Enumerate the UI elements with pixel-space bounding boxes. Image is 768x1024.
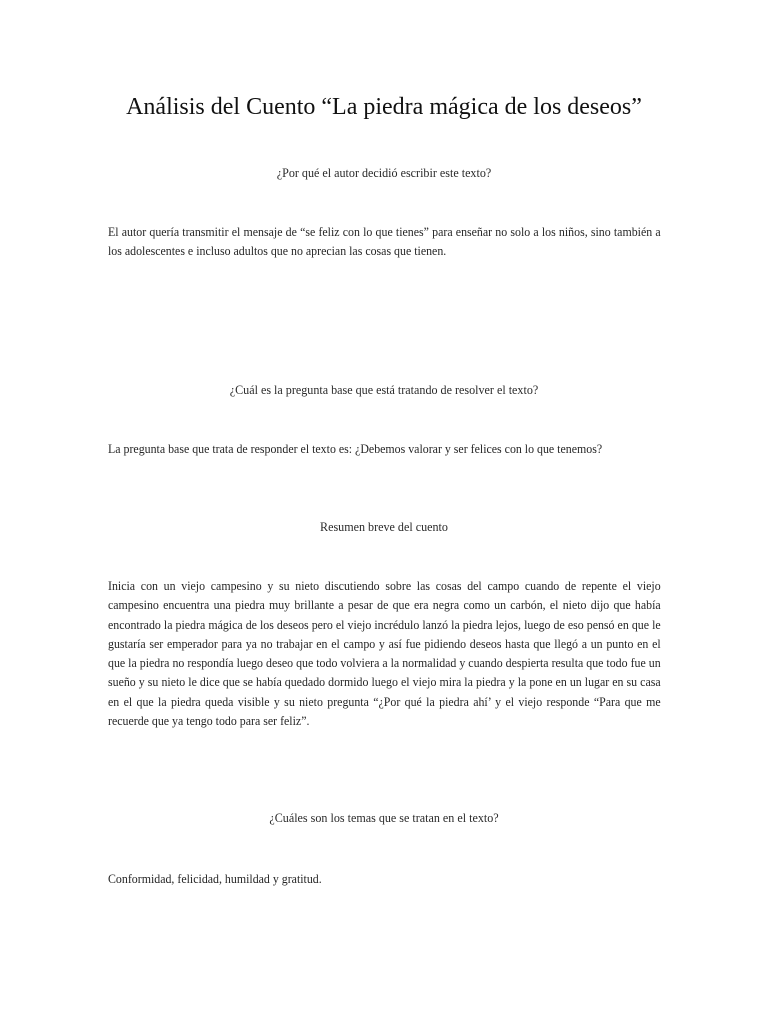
- question-author-purpose: ¿Por qué el autor decidió escribir este texto?: [276, 165, 492, 180]
- answer-themes: Conformidad, felicidad, humildad y gratitud.: [108, 871, 322, 886]
- answer-base-question: La pregunta base que trata de responder el texto es: ¿Debemos valorar y ser felices con lo que tenemos?: [108, 441, 603, 456]
- question-base-question: ¿Cuál es la pregunta base que está tratando de resolver el texto?: [229, 382, 539, 397]
- document-title: Análisis del Cuento “La piedra mágica de los deseos”: [126, 94, 642, 120]
- summary-paragraph: Inicia con un viejo campesino y su nieto discutiendo sobre las cosas del campo cuando de repente el viejo campesino encuentra una piedra muy brillante a pesar de que era negra como un carbón, el nieto dijo que había encontrado la piedra mágica de los deseos pero el viejo incrédulo lanzó la piedra lejos, luego de eso pensó en que le gustaría ser emperador para ya no trabajar en el campo y así fue pidiendo deseos hasta que llegó a un punto en el que la piedra no respondía luego deseo que todo volviera a la normalidad y cuando despierta resulta que todo fue un sueño y su nieto le dice que se había quedado dormido luego el viejo mira la piedra y la pone en un lugar en su casa en el que la piedra queda visible y su nieto pregunta “¿Por qué la piedra ahí’ y el viejo responde “Para que me recuerde que ya tengo todo para ser feliz”.: [108, 578, 661, 729]
- summary-heading: Resumen breve del cuento: [320, 519, 448, 534]
- answer-author-purpose: El autor quería transmitir el mensaje de “se feliz con lo que tienes” para enseñar no solo a los niños, sino también a los adolescentes e incluso adultos que no aprecian las cosas que tienen.: [108, 224, 661, 259]
- question-themes: ¿Cuáles son los temas que se tratan en el texto?: [269, 810, 499, 825]
